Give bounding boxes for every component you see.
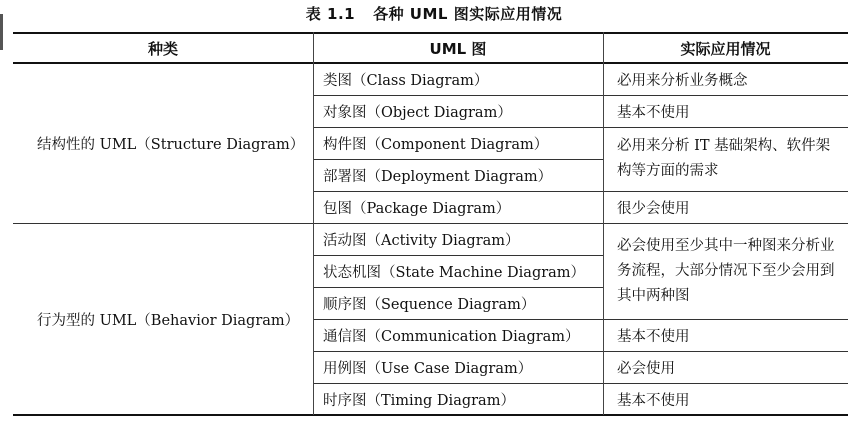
header-category: 种类: [147, 39, 178, 58]
header-diagram: UML 图: [429, 39, 487, 58]
diagram-object: 对象图（Object Diagram）: [323, 104, 512, 121]
usage-class: 必用来分析业务概念: [617, 72, 748, 89]
rule-row: [313, 95, 848, 96]
diagram-activity: 活动图（Activity Diagram）: [323, 232, 520, 249]
diagram-timing: 时序图（Timing Diagram）: [323, 392, 515, 409]
category-structure: 结构性的 UML（Structure Diagram）: [37, 136, 305, 153]
rule-row: [313, 127, 848, 128]
rule-row: [313, 383, 848, 384]
diagram-package: 包图（Package Diagram）: [323, 200, 511, 217]
rule-row: [313, 319, 848, 320]
table-title: 各种 UML 图实际应用情况: [373, 5, 563, 23]
rule-top: [13, 32, 848, 34]
rule-col-1: [313, 32, 314, 415]
page-edge: [0, 14, 3, 50]
usage-activity-state-sequence: 必会使用至少其中一种图来分析业务流程，大部分情况下至少会用到其中两种图: [617, 237, 835, 304]
usage-package: 很少会使用: [617, 200, 690, 217]
header-usage: 实际应用情况: [680, 39, 771, 58]
category-behavior: 行为型的 UML（Behavior Diagram）: [37, 312, 300, 329]
diagram-use-case: 用例图（Use Case Diagram）: [323, 360, 533, 377]
rule-row: [313, 159, 603, 160]
table-number: 表 1.1: [305, 5, 356, 23]
diagram-class: 类图（Class Diagram）: [323, 72, 489, 89]
diagram-state-machine: 状态机图（State Machine Diagram）: [323, 264, 586, 281]
diagram-deployment: 部署图（Deployment Diagram）: [323, 168, 553, 185]
rule-group-divider: [13, 223, 848, 224]
rule-row: [313, 351, 848, 352]
usage-communication: 基本不使用: [617, 328, 690, 345]
usage-timing: 基本不使用: [617, 392, 690, 409]
usage-component-deployment: 必用来分析 IT 基础架构、软件架构等方面的需求: [617, 138, 831, 179]
diagram-communication: 通信图（Communication Diagram）: [323, 328, 580, 345]
table-caption: [0, 3, 868, 24]
rule-header: [13, 62, 848, 64]
rule-row: [313, 255, 603, 256]
diagram-sequence: 顺序图（Sequence Diagram）: [323, 296, 536, 313]
rule-row: [313, 287, 603, 288]
rule-col-2: [603, 32, 604, 415]
rule-bottom: [13, 414, 848, 416]
rule-row: [313, 191, 848, 192]
diagram-component: 构件图（Component Diagram）: [323, 136, 549, 153]
usage-use-case: 必会使用: [617, 360, 675, 377]
usage-object: 基本不使用: [617, 104, 690, 121]
